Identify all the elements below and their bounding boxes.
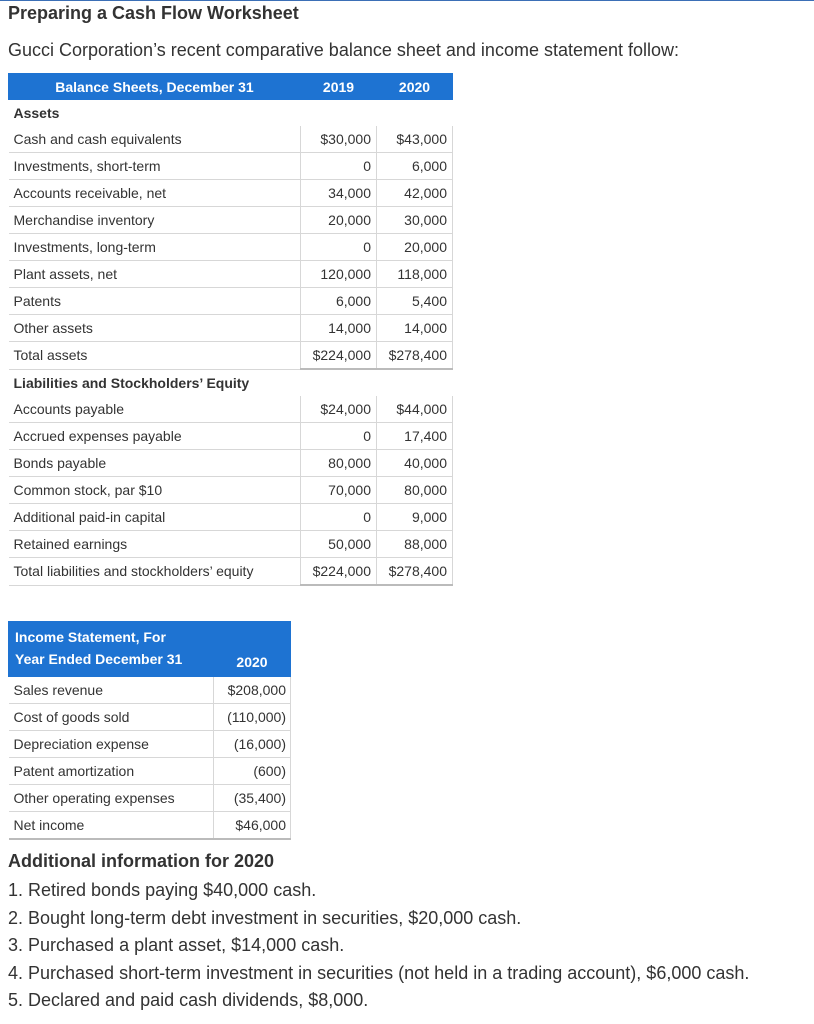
income-year-header: 2020: [214, 622, 291, 677]
top-rule: [0, 0, 814, 1]
value-2020: 88,000: [377, 531, 453, 558]
value-2019: 80,000: [301, 450, 377, 477]
value-2020: $278,400: [377, 558, 453, 586]
value-2020: 118,000: [377, 261, 453, 288]
row-label: Sales revenue: [9, 677, 214, 704]
row-label: Investments, short-term: [9, 153, 301, 180]
value-2019: $224,000: [301, 558, 377, 586]
value-2019: 0: [301, 153, 377, 180]
row-label: Patents: [9, 288, 301, 315]
value-2019: 0: [301, 423, 377, 450]
list-item: 5. Declared and paid cash dividends, $8,000.: [8, 990, 369, 1010]
table-row: [9, 180, 453, 207]
value-2020: $278,400: [377, 342, 453, 370]
row-label: Other operating expenses: [9, 785, 214, 812]
list-item: 3. Purchased a plant asset, $14,000 cash.: [8, 935, 345, 955]
value-2020: (110,000): [214, 704, 291, 731]
total-row: [9, 342, 453, 370]
value-2019: $30,000: [301, 126, 377, 153]
row-label: Merchandise inventory: [9, 207, 301, 234]
empty-cell: [301, 369, 377, 396]
additional-info-list: [8, 877, 749, 1015]
income-statement-title-line1: Income Statement, For: [15, 629, 166, 645]
table-row: [9, 396, 453, 423]
row-label: Investments, long-term: [9, 234, 301, 261]
row-label: Additional paid-in capital: [9, 504, 301, 531]
row-label: Other assets: [9, 315, 301, 342]
value-2019: 0: [301, 504, 377, 531]
row-label: Total liabilities and stockholders’ equity: [9, 558, 301, 586]
value-2019: $224,000: [301, 342, 377, 370]
row-label: Accrued expenses payable: [9, 423, 301, 450]
value-2020: 80,000: [377, 477, 453, 504]
row-label: Depreciation expense: [9, 731, 214, 758]
value-2020: (600): [214, 758, 291, 785]
value-2019: 120,000: [301, 261, 377, 288]
value-2020: (35,400): [214, 785, 291, 812]
income-statement-table: [8, 621, 291, 840]
value-2019: $24,000: [301, 396, 377, 423]
row-label: Common stock, par $10: [9, 477, 301, 504]
table-row: [9, 261, 453, 288]
empty-cell: [377, 369, 453, 396]
year-2020-header: 2020: [377, 74, 453, 100]
list-item: 4. Purchased short-term investment in securities (not held in a trading account), $6,000 cash.: [8, 962, 750, 983]
income-statement-header: [9, 622, 291, 677]
value-2019: 14,000: [301, 315, 377, 342]
value-2020: $44,000: [377, 396, 453, 423]
value-2019: 6,000: [301, 288, 377, 315]
additional-info-title: Additional information for 2020: [8, 851, 275, 871]
value-2020: (16,000): [214, 731, 291, 758]
row-label: Patent amortization: [9, 758, 214, 785]
year-2019-header: 2019: [301, 74, 377, 100]
section-label: Liabilities and Stockholders’ Equity: [13, 374, 250, 391]
table-row: [9, 704, 291, 731]
table-row: [9, 126, 453, 153]
table-row: [9, 207, 453, 234]
list-item: 1. Retired bonds paying $40,000 cash.: [8, 880, 317, 900]
table-row: [9, 234, 453, 261]
row-label: Retained earnings: [9, 531, 301, 558]
balance-sheet-title: Balance Sheets, December 31: [9, 74, 301, 100]
value-2020: $208,000: [214, 677, 291, 704]
intro-text: Gucci Corporation’s recent comparative balance sheet and income statement follow:: [8, 40, 680, 60]
value-2020: $46,000: [214, 812, 291, 840]
value-2020: 20,000: [377, 234, 453, 261]
table-row: [9, 423, 453, 450]
table-row: [9, 785, 291, 812]
table-row: [9, 504, 453, 531]
value-2019: 0: [301, 234, 377, 261]
value-2020: 9,000: [377, 504, 453, 531]
list-item: 2. Bought long-term debt investment in securities, $20,000 cash.: [8, 907, 522, 928]
net-income-row: [9, 812, 291, 840]
table-row: [9, 677, 291, 704]
value-2020: 30,000: [377, 207, 453, 234]
section-label: Assets: [13, 105, 60, 121]
table-row: [9, 153, 453, 180]
income-statement-title-line2: Year Ended December 31: [15, 651, 183, 667]
table-row: [9, 531, 453, 558]
value-2020: 6,000: [377, 153, 453, 180]
section-header-row: [9, 100, 453, 127]
section-header-row: [9, 369, 453, 396]
value-2020: 5,400: [377, 288, 453, 315]
empty-cell: [377, 100, 453, 127]
value-2020: 14,000: [377, 315, 453, 342]
table-row: [9, 477, 453, 504]
row-label: Plant assets, net: [9, 261, 301, 288]
row-label: Total assets: [9, 342, 301, 370]
value-2019: 50,000: [301, 531, 377, 558]
value-2020: 17,400: [377, 423, 453, 450]
empty-cell: [301, 100, 377, 127]
table-row: [9, 731, 291, 758]
income-statement-title: [9, 622, 214, 677]
balance-sheet-header: [9, 74, 453, 100]
row-label: Accounts receivable, net: [9, 180, 301, 207]
table-row: [9, 288, 453, 315]
value-2019: 70,000: [301, 477, 377, 504]
balance-sheet-table: [8, 73, 453, 586]
row-label: Accounts payable: [9, 396, 301, 423]
row-label: Cost of goods sold: [9, 704, 214, 731]
value-2020: $43,000: [377, 126, 453, 153]
row-label: Net income: [9, 812, 214, 840]
table-row: [9, 758, 291, 785]
row-label: Bonds payable: [9, 450, 301, 477]
page-title: Preparing a Cash Flow Worksheet: [8, 3, 299, 23]
row-label: Cash and cash equivalents: [9, 126, 301, 153]
table-row: [9, 315, 453, 342]
value-2019: 34,000: [301, 180, 377, 207]
value-2019: 20,000: [301, 207, 377, 234]
table-row: [9, 450, 453, 477]
total-row: [9, 558, 453, 586]
value-2020: 42,000: [377, 180, 453, 207]
value-2020: 40,000: [377, 450, 453, 477]
